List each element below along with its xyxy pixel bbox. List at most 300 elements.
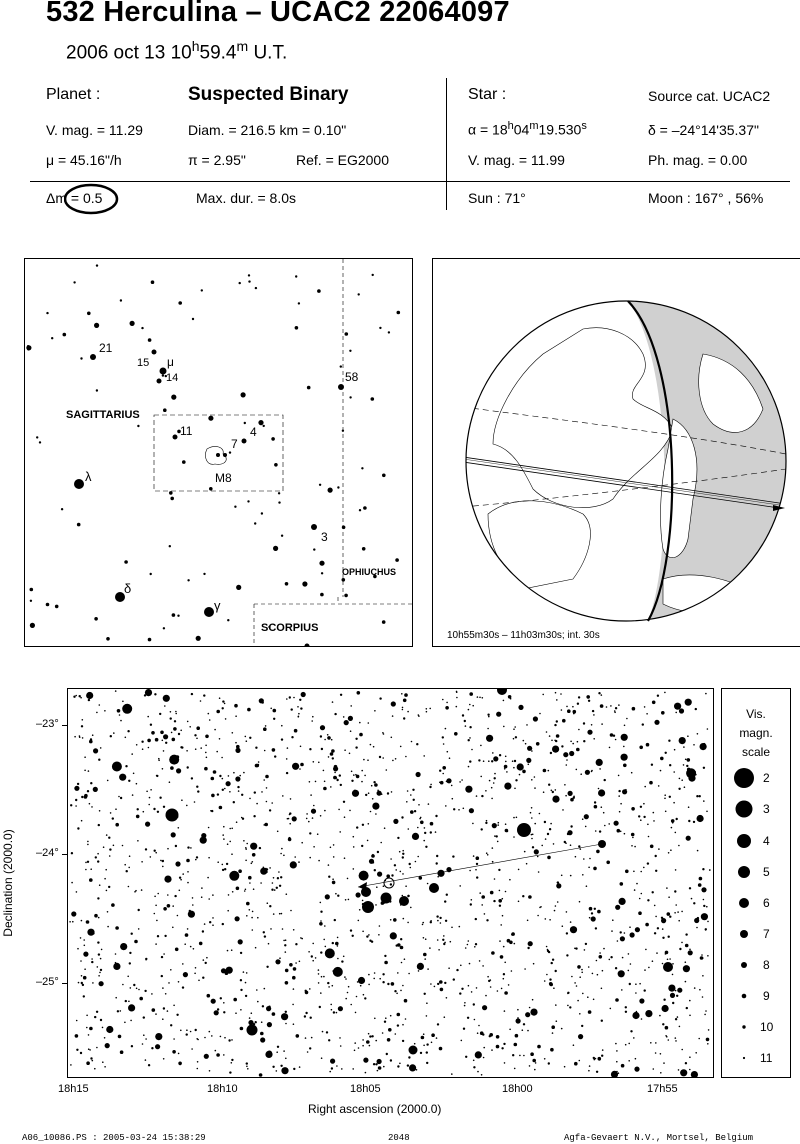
field-star xyxy=(491,951,495,955)
field-star xyxy=(580,773,582,775)
field-star xyxy=(278,871,280,873)
field-star xyxy=(254,791,256,793)
field-star xyxy=(511,970,513,972)
field-star xyxy=(546,731,548,733)
field-star xyxy=(654,932,656,934)
field-star xyxy=(85,862,87,864)
field-star xyxy=(658,848,660,850)
field-star xyxy=(322,1031,324,1033)
field-star xyxy=(707,955,709,957)
field-star xyxy=(320,902,322,904)
field-star xyxy=(81,725,83,727)
field-star xyxy=(614,712,616,714)
planet-heading: Planet : xyxy=(46,86,101,103)
field-star xyxy=(86,1027,88,1029)
field-star xyxy=(576,985,578,987)
field-star xyxy=(418,715,420,717)
field-star xyxy=(410,794,412,796)
field-star xyxy=(613,735,615,737)
field-star xyxy=(591,771,593,773)
field-star xyxy=(671,819,675,823)
field-star xyxy=(363,1058,368,1063)
field-star xyxy=(698,883,702,887)
y-tick-23: –23° xyxy=(36,718,59,730)
field-star xyxy=(673,802,675,804)
field-star xyxy=(366,935,368,937)
field-star xyxy=(643,867,645,869)
field-star xyxy=(229,791,231,793)
field-star xyxy=(245,889,247,891)
field-star xyxy=(209,1031,211,1033)
field-star xyxy=(249,1017,251,1019)
field-star xyxy=(141,861,143,863)
field-star xyxy=(577,749,579,751)
field-star xyxy=(173,1038,175,1040)
field-star xyxy=(260,882,262,884)
field-star xyxy=(517,1009,519,1011)
field-star xyxy=(196,738,198,740)
field-star xyxy=(160,731,164,735)
field-star xyxy=(439,1047,443,1051)
field-star xyxy=(231,828,233,830)
field-star xyxy=(163,1058,165,1060)
field-star xyxy=(170,766,174,770)
field-star xyxy=(75,805,77,807)
x-tick-18h05: 18h05 xyxy=(350,1083,381,1095)
field-star xyxy=(583,858,585,860)
field-star xyxy=(640,819,642,821)
field-star xyxy=(276,887,278,889)
field-star xyxy=(485,822,487,824)
field-star xyxy=(236,745,240,749)
field-star xyxy=(224,788,226,790)
field-star xyxy=(320,992,322,994)
field-star xyxy=(544,821,546,823)
field-star xyxy=(706,811,708,813)
field-star xyxy=(589,1065,591,1067)
field-star xyxy=(594,908,596,910)
field-star xyxy=(570,921,572,923)
field-star xyxy=(585,826,587,828)
finder-star xyxy=(254,522,256,524)
field-star xyxy=(561,709,563,711)
field-star xyxy=(131,753,133,755)
field-star xyxy=(393,918,397,922)
field-star xyxy=(98,953,100,955)
field-star xyxy=(269,905,271,907)
field-star xyxy=(471,991,473,993)
field-star xyxy=(325,948,335,958)
field-star xyxy=(699,795,701,797)
field-star xyxy=(281,1067,288,1074)
field-star xyxy=(206,957,208,959)
field-star xyxy=(685,1062,687,1064)
field-star xyxy=(83,952,88,957)
field-star xyxy=(514,1043,518,1047)
field-star xyxy=(525,1012,530,1017)
field-star xyxy=(335,776,337,778)
date-hour-unit: h xyxy=(191,38,200,54)
field-star xyxy=(583,740,585,742)
field-star xyxy=(430,983,432,985)
field-star xyxy=(109,855,111,857)
field-star xyxy=(476,863,478,865)
field-star xyxy=(689,1069,691,1071)
field-star xyxy=(182,873,184,875)
field-star xyxy=(273,877,275,879)
field-star xyxy=(88,1034,90,1036)
field-star xyxy=(90,1057,92,1059)
field-star xyxy=(377,790,379,792)
finder-star xyxy=(196,636,201,641)
field-star xyxy=(490,891,494,895)
field-star xyxy=(486,820,488,822)
field-star xyxy=(657,695,659,697)
field-star xyxy=(436,915,438,917)
field-star xyxy=(675,712,677,714)
field-star xyxy=(479,960,481,962)
field-star xyxy=(452,798,454,800)
y-tick-24: –24° xyxy=(36,847,59,859)
field-star xyxy=(127,730,129,732)
field-star xyxy=(621,989,623,991)
field-star xyxy=(281,1013,288,1020)
field-star xyxy=(666,887,668,889)
y-tick-25: –25° xyxy=(36,976,59,988)
field-star xyxy=(383,1066,385,1068)
field-star xyxy=(120,720,122,722)
field-star xyxy=(610,1008,612,1010)
field-star xyxy=(668,896,670,898)
field-star xyxy=(513,836,515,838)
field-star xyxy=(456,706,458,708)
field-star xyxy=(632,1012,639,1019)
field-star xyxy=(549,828,551,830)
field-star xyxy=(249,798,251,800)
field-star xyxy=(400,938,402,940)
field-star xyxy=(196,726,200,730)
field-star xyxy=(505,756,507,758)
field-star xyxy=(165,993,167,995)
field-star xyxy=(588,966,590,968)
field-star xyxy=(271,889,273,891)
field-star xyxy=(72,921,74,923)
field-star xyxy=(497,841,499,843)
field-star xyxy=(84,756,86,758)
field-star xyxy=(688,950,693,955)
field-star xyxy=(167,1010,169,1012)
field-star xyxy=(631,807,635,811)
field-star xyxy=(102,1061,104,1063)
field-star xyxy=(631,772,633,774)
field-star xyxy=(195,748,197,750)
field-star xyxy=(301,692,306,697)
field-star xyxy=(567,993,569,995)
field-star xyxy=(158,760,160,762)
field-star xyxy=(599,830,601,832)
field-star xyxy=(186,750,188,752)
field-star xyxy=(344,749,346,751)
field-star xyxy=(372,803,379,810)
field-star xyxy=(248,1020,253,1025)
finder-star xyxy=(340,365,342,367)
field-star xyxy=(685,961,687,963)
field-star xyxy=(281,848,283,850)
field-star xyxy=(369,859,374,864)
field-star xyxy=(384,955,386,957)
field-star xyxy=(396,993,398,995)
field-star xyxy=(427,883,429,885)
field-star xyxy=(305,991,309,995)
field-star xyxy=(620,803,622,805)
field-star xyxy=(350,929,352,931)
field-star xyxy=(196,856,198,858)
field-star xyxy=(677,911,679,913)
field-star xyxy=(208,713,210,715)
finder-star-named xyxy=(242,439,247,444)
field-star xyxy=(164,876,171,883)
field-star xyxy=(609,959,611,961)
field-star xyxy=(147,739,151,743)
field-star xyxy=(167,904,171,908)
star-label-3: 3 xyxy=(321,530,328,544)
field-star xyxy=(654,720,659,725)
field-star xyxy=(464,1005,466,1007)
field-star xyxy=(533,716,538,721)
field-star xyxy=(359,909,361,911)
field-star xyxy=(686,765,688,767)
field-star xyxy=(172,927,174,929)
field-star xyxy=(597,974,599,976)
field-star xyxy=(465,1056,467,1058)
field-star xyxy=(675,1040,677,1042)
field-star xyxy=(515,1034,519,1038)
field-star xyxy=(235,715,237,717)
field-star xyxy=(266,1006,271,1011)
field-star xyxy=(90,782,92,784)
finder-star xyxy=(344,594,348,598)
field-star xyxy=(646,743,650,747)
field-star xyxy=(355,774,357,776)
field-star xyxy=(94,914,98,918)
finder-star xyxy=(30,600,32,602)
field-star xyxy=(93,933,95,935)
field-star xyxy=(173,727,177,731)
field-star xyxy=(106,1026,113,1033)
field-star xyxy=(104,878,106,880)
scale-dot-6 xyxy=(739,898,749,908)
field-star xyxy=(272,882,274,884)
field-star xyxy=(629,926,631,928)
field-star xyxy=(660,1072,662,1074)
field-star xyxy=(569,1006,571,1008)
field-star xyxy=(362,900,364,902)
finder-star xyxy=(319,561,324,566)
field-star xyxy=(392,715,394,717)
field-star xyxy=(382,732,384,734)
field-star xyxy=(344,720,349,725)
field-star xyxy=(285,969,289,973)
field-star xyxy=(89,1049,91,1051)
field-star xyxy=(256,989,258,991)
field-star xyxy=(327,734,329,736)
field-star xyxy=(100,969,102,971)
field-star xyxy=(469,726,471,728)
field-star xyxy=(277,1046,279,1048)
field-star xyxy=(311,720,313,722)
field-star xyxy=(128,780,130,782)
field-star xyxy=(687,758,691,762)
field-star xyxy=(145,689,152,696)
field-star xyxy=(662,963,664,965)
field-star xyxy=(525,743,527,745)
field-star xyxy=(585,770,590,775)
field-star xyxy=(514,1068,516,1070)
scale-mag-3: 3 xyxy=(763,802,770,816)
field-star xyxy=(323,976,325,978)
field-star xyxy=(340,1045,342,1047)
field-star xyxy=(503,973,505,975)
field-star xyxy=(388,1028,392,1032)
field-star xyxy=(537,856,539,858)
star-label-gamma: γ xyxy=(214,598,221,613)
finder-chart xyxy=(24,258,413,647)
field-star xyxy=(356,826,358,828)
field-star xyxy=(257,917,259,919)
field-star xyxy=(461,1040,463,1042)
finder-star xyxy=(178,301,182,305)
field-star xyxy=(81,820,83,822)
field-star xyxy=(235,916,240,921)
field-star xyxy=(270,708,272,710)
field-star xyxy=(285,1023,287,1025)
field-star xyxy=(261,1021,263,1023)
field-star xyxy=(78,982,80,984)
field-star xyxy=(180,730,182,732)
field-star xyxy=(664,798,666,800)
star-alpha-c: 19.530 xyxy=(538,121,582,138)
field-star xyxy=(624,833,626,835)
field-star xyxy=(289,814,291,816)
field-star xyxy=(266,801,268,803)
field-star xyxy=(117,1010,119,1012)
field-star xyxy=(362,1039,364,1041)
field-star xyxy=(202,836,204,838)
field-star xyxy=(695,774,697,776)
field-star xyxy=(475,943,477,945)
field-star xyxy=(222,700,224,702)
field-star xyxy=(122,701,124,703)
field-star xyxy=(350,705,352,707)
footer-company: Agfa-Gevaert N.V., Mortsel, Belgium xyxy=(564,1133,754,1143)
field-star xyxy=(73,696,75,698)
field-star xyxy=(588,867,590,869)
field-star xyxy=(104,1037,106,1039)
sun-angle: Sun : 71° xyxy=(468,190,526,206)
field-star xyxy=(143,811,145,813)
star-alpha-b: 04 xyxy=(513,121,530,138)
field-star xyxy=(260,1037,265,1042)
field-star xyxy=(336,779,338,781)
event-datetime xyxy=(66,38,287,64)
field-star xyxy=(141,741,143,743)
field-star xyxy=(596,960,598,962)
globe-svg xyxy=(433,259,800,646)
field-star xyxy=(115,926,119,930)
field-star xyxy=(272,748,276,752)
finder-star xyxy=(209,487,213,491)
field-star xyxy=(343,956,345,958)
field-star xyxy=(156,920,158,922)
field-star xyxy=(277,831,279,833)
field-star xyxy=(205,962,207,964)
field-star xyxy=(211,810,213,812)
field-star xyxy=(547,856,551,860)
field-star xyxy=(76,891,78,893)
field-star xyxy=(499,905,501,907)
field-star xyxy=(675,869,677,871)
field-star xyxy=(549,983,553,987)
field-star xyxy=(256,803,258,805)
field-star xyxy=(687,735,689,737)
field-star xyxy=(276,1070,278,1072)
finder-star xyxy=(302,581,307,586)
field-star xyxy=(530,812,532,814)
field-star xyxy=(357,981,359,983)
field-star xyxy=(211,1035,213,1037)
field-star xyxy=(473,855,475,857)
field-star xyxy=(534,1069,536,1071)
finder-star xyxy=(106,637,110,641)
field-star xyxy=(209,1070,211,1072)
field-star xyxy=(80,697,82,699)
field-star xyxy=(552,796,559,803)
field-star xyxy=(227,843,229,845)
field-star xyxy=(681,911,683,913)
field-star xyxy=(88,770,90,772)
finder-star xyxy=(51,337,53,339)
field-star xyxy=(130,1020,132,1022)
field-star xyxy=(163,806,165,808)
field-star xyxy=(348,716,353,721)
field-star xyxy=(566,954,568,956)
field-star xyxy=(379,697,381,699)
field-star xyxy=(403,699,407,703)
y-axis-label: Declination (2000.0) xyxy=(1,829,15,937)
field-star xyxy=(92,734,94,736)
field-star xyxy=(482,1005,487,1010)
field-star xyxy=(176,1014,178,1016)
field-star xyxy=(694,987,696,989)
field-star xyxy=(519,774,521,776)
field-star xyxy=(505,891,507,893)
field-star xyxy=(190,946,192,948)
field-star xyxy=(181,799,183,801)
field-star xyxy=(161,975,163,977)
field-star xyxy=(362,931,364,933)
field-star xyxy=(208,827,210,829)
field-star xyxy=(514,726,516,728)
finder-star xyxy=(371,397,375,401)
field-star xyxy=(292,816,297,821)
field-star xyxy=(640,806,642,808)
scale-dots xyxy=(722,689,790,1077)
field-star xyxy=(334,772,336,774)
star-label-58: 58 xyxy=(345,370,359,384)
field-star xyxy=(293,929,295,931)
field-star xyxy=(139,997,143,1001)
field-star xyxy=(343,716,345,718)
